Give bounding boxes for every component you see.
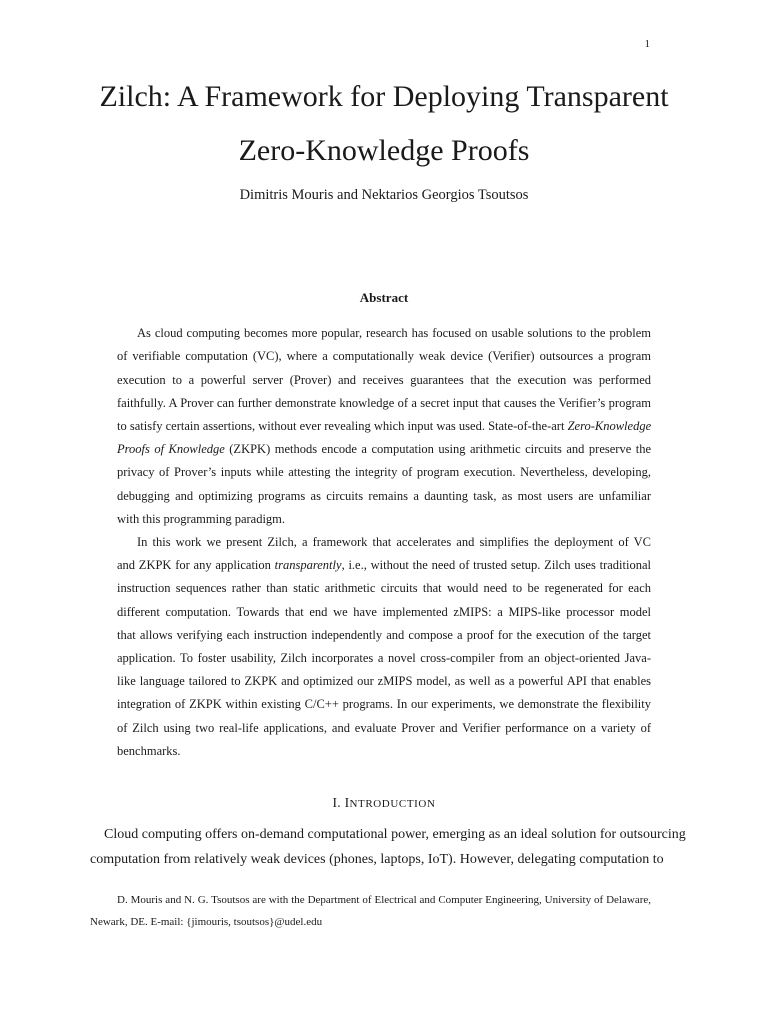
abstract-italic-term: Proofs of Knowledge xyxy=(117,442,225,456)
body-line: computation from relatively weak devices (phones, laptops, IoT). However, delegating computation to xyxy=(90,852,664,867)
abstract-line: with this programming paradigm. xyxy=(117,512,286,526)
abstract-line xyxy=(117,557,651,573)
abstract-line: that allows verifying each instruction independently and compose a proof for the execution of the target xyxy=(117,628,651,642)
abstract-line: application. To foster usability, Zilch incorporates a novel cross-compiler from an object-oriented Java- xyxy=(117,651,651,665)
body-line: Cloud computing offers on-demand computational power, emerging as an ideal solution for outsourcing xyxy=(104,827,686,842)
abstract-line: In this work we present Zilch, a framework that accelerates and simplifies the deployment of VC xyxy=(137,535,651,549)
section-title-initial: I xyxy=(344,795,350,810)
abstract-line: benchmarks. xyxy=(117,744,181,758)
authors: Dimitris Mouris and Nektarios Georgios Tsoutsos xyxy=(239,187,529,203)
section-title-rest: NTRODUCTION xyxy=(349,798,436,810)
abstract-line: instruction sequences rather than static arithmetic circuits that would need to be regenerated for each xyxy=(117,581,651,595)
abstract-italic-term: Zero-Knowledge xyxy=(567,419,652,433)
paper-title-line-2: Zero-Knowledge Proofs xyxy=(238,134,530,167)
footnote-line: Newark, DE. E-mail: {jimouris, tsoutsos}@udel.edu xyxy=(90,916,323,928)
abstract-line-text: , i.e., without the need of trusted setup. Zilch uses traditional xyxy=(341,558,651,572)
abstract-line-text: to satisfy certain assertions, without ever revealing which input was used. State-of-the-art xyxy=(117,419,568,433)
abstract-line: faithfully. A Prover can further demonstrate knowledge of a secret input that causes the Verifier’s program xyxy=(117,396,651,410)
paper-title-line-1: Zilch: A Framework for Deploying Transparent xyxy=(99,80,669,113)
abstract-line: of verifiable computation (VC), where a computationally weak device (Verifier) outsources a program xyxy=(117,349,651,363)
abstract-italic-term: transparently xyxy=(274,558,342,572)
abstract-line: of Zilch using two real-life applications, and evaluate Prover and Verifier performance on a variety of xyxy=(117,721,651,735)
section-heading xyxy=(0,795,768,811)
abstract-line: debugging and optimizing programs as circuits remains a daunting task, as most users are unfamiliar xyxy=(117,489,651,503)
abstract-line: different computation. Towards that end we have implemented zMIPS: a MIPS-like processor model xyxy=(117,605,651,619)
abstract-line xyxy=(117,441,651,457)
abstract-line: integration of ZKPK within existing C/C++ programs. In our experiments, we demonstrate the flexibility xyxy=(117,697,651,711)
section-number: I. xyxy=(332,795,341,810)
abstract-line-text: (ZKPK) methods encode a computation using arithmetic circuits and preserve the xyxy=(224,442,651,456)
abstract-line-text: and ZKPK for any application xyxy=(117,558,275,572)
abstract-line: privacy of Prover’s inputs while attesting the integrity of program execution. Nevertheless, developing, xyxy=(117,465,651,479)
abstract-line: As cloud computing becomes more popular, research has focused on usable solutions to the problem xyxy=(137,326,651,340)
footnote-line: D. Mouris and N. G. Tsoutsos are with the Department of Electrical and Computer Engineering, University of Delaware, xyxy=(117,894,651,906)
abstract-line: execution to a powerful server (Prover) and receives guarantees that the execution was performed xyxy=(117,373,651,387)
page-number: 1 xyxy=(644,38,650,50)
abstract-line: like language tailored to ZKPK and optimized our zMIPS model, as well as a powerful API that enables xyxy=(117,674,651,688)
abstract-heading: Abstract xyxy=(359,290,409,305)
abstract-line xyxy=(117,418,651,434)
